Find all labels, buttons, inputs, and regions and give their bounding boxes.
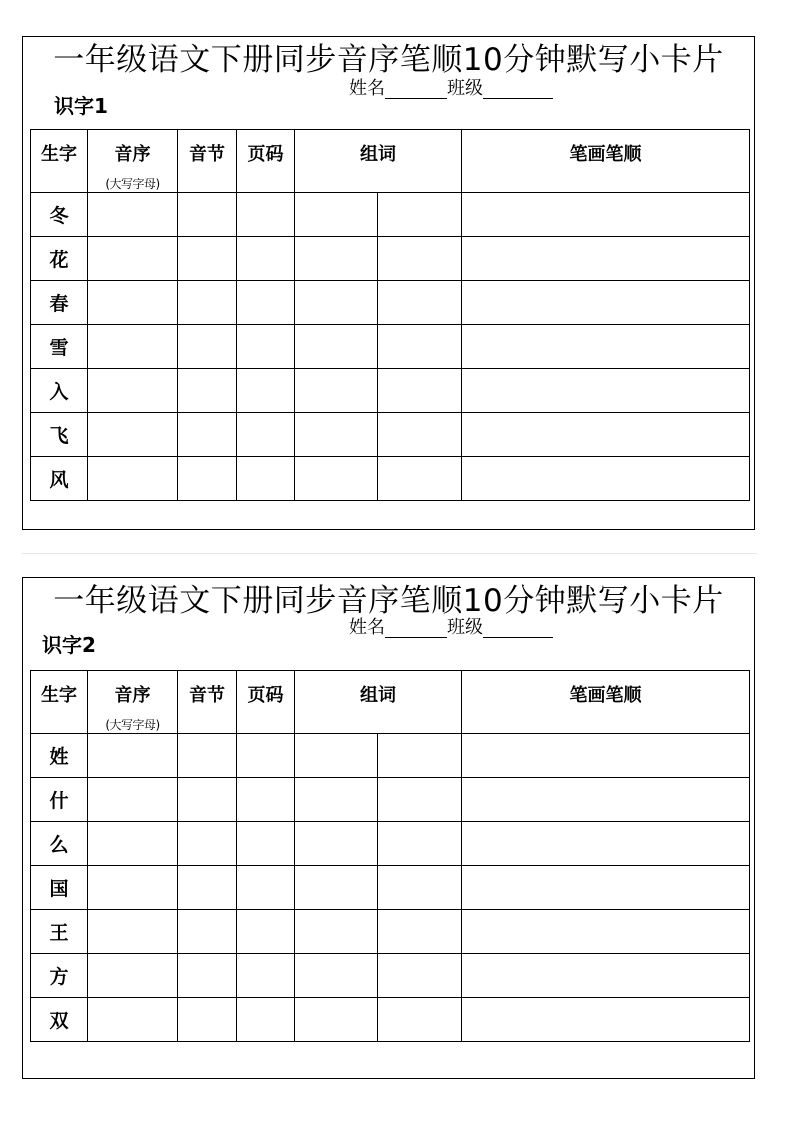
word-cell-1[interactable] [295, 734, 378, 778]
dictation-table [30, 129, 750, 501]
section-title: 识字1 [54, 94, 108, 118]
order-cell[interactable] [88, 822, 178, 866]
header-words: 组词 [295, 671, 462, 734]
word-cell-2[interactable] [378, 998, 462, 1042]
order-cell[interactable] [88, 866, 178, 910]
class-blank[interactable] [483, 620, 553, 638]
header-row [31, 130, 750, 193]
syllable-cell[interactable] [178, 778, 237, 822]
order-cell[interactable] [88, 281, 178, 325]
header-row [31, 671, 750, 734]
strokes-cell[interactable] [462, 998, 750, 1042]
header-order-label: 音序 [114, 685, 151, 706]
table-row [31, 193, 750, 237]
strokes-cell[interactable] [462, 413, 750, 457]
order-cell[interactable] [88, 413, 178, 457]
char-cell: 花 [31, 237, 88, 281]
word-cell-2[interactable] [378, 237, 462, 281]
word-cell-2[interactable] [378, 325, 462, 369]
table-row [31, 822, 750, 866]
name-class-line [349, 79, 553, 99]
word-cell-2[interactable] [378, 822, 462, 866]
syllable-cell[interactable] [178, 237, 237, 281]
card-divider [22, 553, 757, 554]
strokes-cell[interactable] [462, 325, 750, 369]
char-cell: 么 [31, 822, 88, 866]
name-label: 姓名 [349, 78, 385, 99]
header-words: 组词 [295, 130, 462, 193]
syllable-cell[interactable] [178, 998, 237, 1042]
order-cell[interactable] [88, 734, 178, 778]
char-cell: 双 [31, 998, 88, 1042]
strokes-cell[interactable] [462, 910, 750, 954]
order-cell[interactable] [88, 457, 178, 501]
char-cell: 风 [31, 457, 88, 501]
header-strokes: 笔画笔顺 [462, 130, 750, 193]
name-label: 姓名 [349, 617, 385, 638]
table-row [31, 281, 750, 325]
page-cell[interactable] [237, 954, 295, 998]
word-cell-1[interactable] [295, 369, 378, 413]
word-cell-1[interactable] [295, 457, 378, 501]
header-order-sub: (大写字母) [105, 177, 160, 191]
char-cell: 春 [31, 281, 88, 325]
syllable-cell[interactable] [178, 734, 237, 778]
page-cell[interactable] [237, 822, 295, 866]
strokes-cell[interactable] [462, 369, 750, 413]
table-row [31, 237, 750, 281]
page-cell[interactable] [237, 910, 295, 954]
card-title: 一年级语文下册同步音序笔顺10分钟默写小卡片 [53, 42, 724, 78]
name-blank[interactable] [385, 620, 447, 638]
table-row [31, 734, 750, 778]
order-cell[interactable] [88, 369, 178, 413]
syllable-cell[interactable] [178, 866, 237, 910]
char-cell: 方 [31, 954, 88, 998]
word-cell-1[interactable] [295, 910, 378, 954]
char-cell: 姓 [31, 734, 88, 778]
word-cell-2[interactable] [378, 193, 462, 237]
table-row [31, 778, 750, 822]
table-row [31, 866, 750, 910]
strokes-cell[interactable] [462, 237, 750, 281]
page-cell[interactable] [237, 457, 295, 501]
name-class-line [349, 618, 553, 638]
order-cell[interactable] [88, 910, 178, 954]
strokes-cell[interactable] [462, 778, 750, 822]
page-cell[interactable] [237, 325, 295, 369]
word-cell-1[interactable] [295, 998, 378, 1042]
word-cell-1[interactable] [295, 866, 378, 910]
section-title: 识字2 [42, 633, 96, 657]
page-cell[interactable] [237, 998, 295, 1042]
header-char: 生字 [31, 130, 88, 193]
word-cell-1[interactable] [295, 193, 378, 237]
table-row [31, 457, 750, 501]
header-order-sub: (大写字母) [105, 718, 160, 732]
dictation-card-1 [22, 36, 755, 530]
word-cell-2[interactable] [378, 910, 462, 954]
syllable-cell[interactable] [178, 369, 237, 413]
page-cell[interactable] [237, 866, 295, 910]
word-cell-1[interactable] [295, 822, 378, 866]
char-cell: 冬 [31, 193, 88, 237]
name-blank[interactable] [385, 81, 447, 99]
table-row [31, 954, 750, 998]
strokes-cell[interactable] [462, 866, 750, 910]
word-cell-1[interactable] [295, 281, 378, 325]
order-cell[interactable] [88, 237, 178, 281]
word-cell-2[interactable] [378, 281, 462, 325]
header-order-label: 音序 [114, 144, 151, 165]
strokes-cell[interactable] [462, 822, 750, 866]
page-cell[interactable] [237, 413, 295, 457]
header-char: 生字 [31, 671, 88, 734]
word-cell-2[interactable] [378, 369, 462, 413]
page-cell[interactable] [237, 734, 295, 778]
strokes-cell[interactable] [462, 457, 750, 501]
table-row [31, 325, 750, 369]
word-cell-1[interactable] [295, 954, 378, 998]
syllable-cell[interactable] [178, 822, 237, 866]
strokes-cell[interactable] [462, 281, 750, 325]
syllable-cell[interactable] [178, 325, 237, 369]
header-syllable: 音节 [178, 130, 237, 193]
word-cell-1[interactable] [295, 413, 378, 457]
word-cell-2[interactable] [378, 954, 462, 998]
header-syllable: 音节 [178, 671, 237, 734]
word-cell-2[interactable] [378, 778, 462, 822]
char-cell: 王 [31, 910, 88, 954]
header-page: 页码 [237, 671, 295, 734]
order-cell[interactable] [88, 998, 178, 1042]
strokes-cell[interactable] [462, 954, 750, 998]
dictation-card-2 [22, 577, 755, 1079]
header-order [88, 130, 178, 193]
syllable-cell[interactable] [178, 281, 237, 325]
word-cell-1[interactable] [295, 325, 378, 369]
word-cell-2[interactable] [378, 866, 462, 910]
page-cell[interactable] [237, 778, 295, 822]
class-label: 班级 [447, 617, 483, 638]
dictation-table [30, 670, 750, 1042]
word-cell-2[interactable] [378, 734, 462, 778]
char-cell: 什 [31, 778, 88, 822]
syllable-cell[interactable] [178, 193, 237, 237]
char-cell: 飞 [31, 413, 88, 457]
syllable-cell[interactable] [178, 413, 237, 457]
char-cell: 入 [31, 369, 88, 413]
page-cell[interactable] [237, 237, 295, 281]
order-cell[interactable] [88, 193, 178, 237]
word-cell-1[interactable] [295, 778, 378, 822]
order-cell[interactable] [88, 325, 178, 369]
page-cell[interactable] [237, 281, 295, 325]
table-row [31, 369, 750, 413]
card-title: 一年级语文下册同步音序笔顺10分钟默写小卡片 [53, 583, 724, 619]
word-cell-2[interactable] [378, 457, 462, 501]
word-cell-1[interactable] [295, 237, 378, 281]
page-cell[interactable] [237, 193, 295, 237]
word-cell-2[interactable] [378, 413, 462, 457]
syllable-cell[interactable] [178, 954, 237, 998]
order-cell[interactable] [88, 778, 178, 822]
order-cell[interactable] [88, 954, 178, 998]
table-row [31, 910, 750, 954]
header-strokes: 笔画笔顺 [462, 671, 750, 734]
header-page: 页码 [237, 130, 295, 193]
table-row [31, 998, 750, 1042]
syllable-cell[interactable] [178, 910, 237, 954]
page-cell[interactable] [237, 369, 295, 413]
strokes-cell[interactable] [462, 734, 750, 778]
char-cell: 雪 [31, 325, 88, 369]
header-order [88, 671, 178, 734]
table-row [31, 413, 750, 457]
syllable-cell[interactable] [178, 457, 237, 501]
class-blank[interactable] [483, 81, 553, 99]
class-label: 班级 [447, 78, 483, 99]
strokes-cell[interactable] [462, 193, 750, 237]
char-cell: 国 [31, 866, 88, 910]
